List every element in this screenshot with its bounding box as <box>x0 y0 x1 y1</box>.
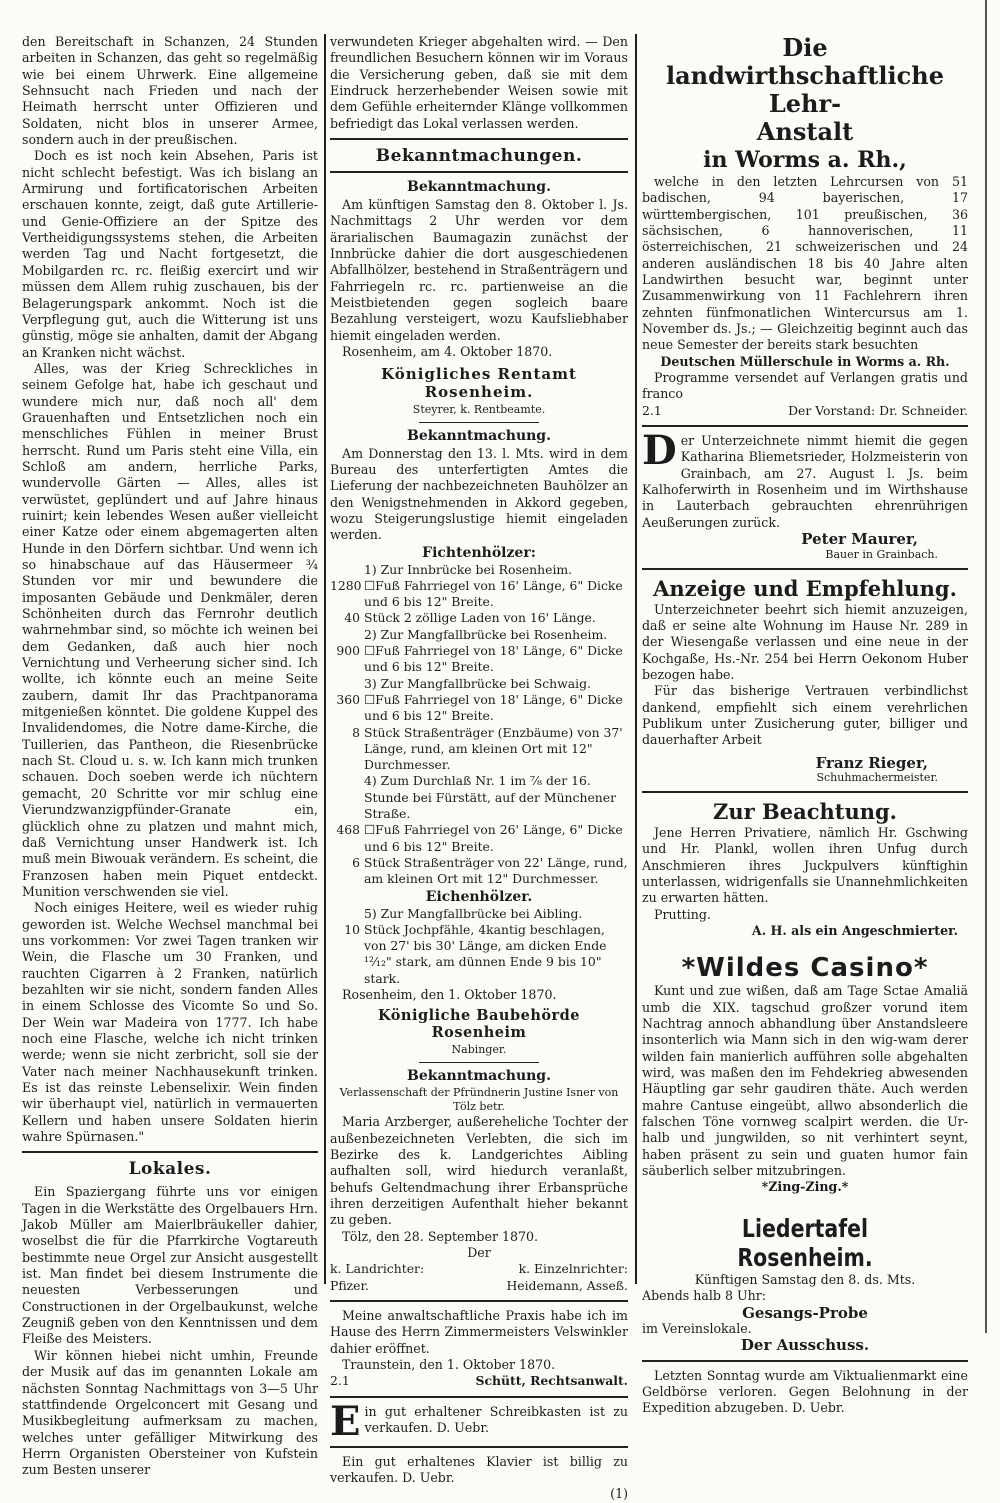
notice-date: Rosenheim, den 1. Oktober 1870. <box>342 986 557 1002</box>
lumber-quantity <box>330 906 364 922</box>
lumber-item <box>330 627 628 643</box>
ad-signature-role: Bauer in Grainbach. <box>825 547 938 561</box>
ad-text: im Vereinslokale. <box>642 1320 752 1336</box>
lumber-list <box>330 906 628 987</box>
ad-title-liedertafel: Liedertafel Rosenheim. <box>737 1213 873 1272</box>
notice-authority: Königliche Baubehörde Rosenheim <box>377 1007 581 1042</box>
ad-footer <box>642 403 968 419</box>
ad-signature: *Zing-Zing.* <box>761 1179 849 1195</box>
ad-number: (1) <box>610 1486 628 1502</box>
lumber-quantity: 360 <box>336 691 360 707</box>
lumber-description: 5) Zur Mangfallbrücke bei Aibling. <box>364 905 583 921</box>
notice-signatures-names <box>330 1278 628 1294</box>
column-rule-1 <box>324 34 326 1284</box>
ad-text: Programme versendet auf Verlangen gratis und franco <box>642 370 968 402</box>
section-divider <box>642 425 968 427</box>
article-paragraph: Ein Spaziergang führte uns vor einigen Tagen in die Werkstätte des Orgelbauers Hrn. Jakob Müller am Maierlbräukeller dahier, woselbst die für die Pfarrkirche Vogtareuth bestimmte neue Orgel zur Ansicht ausgestellt ist. Man findet bei diesem Instrumente die neuesten Verbesserungen und Constructionen in der Orgelbaukunst, welche Zeugniß geben von den Kenntnissen und dem Fleiße des Meisters. <box>22 1184 318 1347</box>
notice-divider <box>419 1062 538 1063</box>
notice-signature: Steyrer, k. Rentbeamte. <box>412 402 546 416</box>
section-divider <box>642 1360 968 1362</box>
lumber-quantity <box>330 676 364 692</box>
notice-divider <box>419 422 538 423</box>
ad-text: Letzten Sonntag wurde am Viktualienmarkt eine Geldbörse verloren. Gegen Belohnung in der Expedition abzugeben. D. Uebr. <box>642 1367 968 1416</box>
lumber-item <box>330 922 628 987</box>
article-paragraph: verwundeten Krieger abgehalten wird. — Den freundlichen Besuchern können wir im Voraus die Versicherung geben, daß sie mit dem Eindruck herzerhebender Weisen sowie mit dem Gefühle erheiternder Klänge vollkommen befriedigt das Lokal verlassen werden. <box>330 34 628 131</box>
lumber-description: Stück Jochpfähle, 4kantig beschlagen, von 27' bis 30' Länge, am dicken Ende ¹²⁄₁₂" stark, am dünnen Ende 9 bis 10" stark. <box>364 921 607 986</box>
lumber-quantity <box>330 562 364 578</box>
lumber-description: 4) Zum Durchlaß Nr. 1 im ⅞ der 16. Stunde bei Fürstätt, auf der Münchener Straße. <box>364 773 617 822</box>
notice-footer <box>330 1373 628 1389</box>
ad-signature: Peter Maurer, <box>801 530 918 549</box>
lumber-item <box>330 692 628 725</box>
lumber-quantity <box>330 627 364 643</box>
column-rule-2 <box>635 34 637 1284</box>
ad-signature: Der Ausschuss. <box>740 1336 870 1355</box>
notice-date: Traunstein, den 1. Oktober 1870. <box>342 1357 556 1373</box>
ad-text: er Unterzeichnete nimmt hiemit die gegen Katharina Bliemetsrieder, Holzmeisterin von Grainbach, am 27. August l. Js. beim Kalhoferwirth in Rosenheim und im Wirthshause in Lauterbach gebrauchten ehrenrührigen Aeußerungen zurück. <box>642 433 968 530</box>
notice-authority: Königliches Rentamt Rosenheim. <box>381 364 577 401</box>
ad-text: Abends halb 8 Uhr: <box>642 1288 766 1304</box>
article-paragraph: Noch einiges Heitere, weil es wieder ruhig geworden ist. Welche Wechsel manchmal bei uns vorkommen: Vor zwei Tagen tranken wir Wein, die Flasche um 30 Franken, und rauchten Cigarren à 2 Franken, natürlich bezahlten wir sie nicht, sondern fanden Alles in einem Schlosse des Vicomte So und So. Der Wein war Madeira von 1777. Ich habe noch eine Flasche, welche ich nicht trinken werde; wenn sie nicht zerbricht, soll sie der Vater nach meiner Nachhausekunft trinken. Es ist das reinste Lebenselixir. Wein finden wir überhaupt viel, natürlich in vermauerten Kellern und haben unsere Soldaten hierin wahre Spürnasen." <box>22 900 318 1145</box>
ad-signature: A. H. als ein Angeschmierter. <box>751 923 958 939</box>
article-paragraph: Doch es ist noch kein Absehen, Paris ist nicht schlecht befestigt. Was ich bislang an Armirung und fortificatorischen Arbeiten erschauen konnte, zeigt, daß gute Artillerie- und Genie-Offiziere an der Spitze des Vertheidigungssystems stehen, die Arbeiten werden Tag und Nacht fortgesetzt, die Mobilgarden rc. rc. fleißig exercirt und wir müssen dem Allem ruhig zuschauen, bis der Belagerungspark ankommt. Noch ist die Verpflegung gut, auch die Witterung ist uns günstig, möge sie anhalten, damit der Abgang an Kranken nicht wächst. <box>22 148 318 360</box>
article-paragraph: Alles, was der Krieg Schreckliches in seinem Gefolge hat, habe ich geschaut und wundere mich nur, daß noch all' dem Grauenhaften und Entsetzlichen noch ein menschliches Fühlen in meiner Brust herrscht. Rund um Paris steht eine Villa, ein Schloß am andern, herrliche Parks, wundervolle Gärten — Alles, alles ist verwüstet, geplündert und auf Jahre hinaus ruinirt; kein lebendes Wesen außer vielleicht einer Katze oder einem abgemagerten alten Hunde in den Dörfern sichtbar. Und wenn ich so hinabschaue auf das Häusermeer ¾ Stunden vor mir und bewundere die imposanten Gebäude und Denkmäler, deren Schönheiten durch das Fernrohr deutlich wahrnehmbar sind, so möchte ich weinen bei dem Gedanken, daß auch hier noch Vernichtung und Verheerung sicher sind. Ich wollte, ich könnte euch an meine Seite zaubern, damit Ihr das Prachtpanorama mitgenießen könntet. Die goldene Kuppel des Invalidendomes, die Notre dame-Kirche, die Tuillerien, das Pantheon, die Riesenbrücke nach St. Cloud u. s. w. Ich kann mich trunken schauen. Doch soeben werde ich nüchtern gemacht, 20 Schritte vor mir schlug eine Vierundzwanzigpfünder-Granate ein, glücklich ohne zu platzen und mahnt mich, daß Vernichtung unser Handwerk ist. Ich muß mein Biwouak verändern. Es scheint, die Franzosen haben mein Piquet entdeckt. Munition verschwenden sie viel. <box>22 360 318 899</box>
lumber-item <box>330 725 628 774</box>
column-2 <box>330 34 628 1503</box>
ad-event: Gesangs-Probe <box>742 1303 868 1322</box>
ad-title-line: Anstalt <box>756 117 854 146</box>
ad-title: Anzeige und Empfehlung. <box>653 575 957 601</box>
lumber-description: ☐Fuß Fahrriegel von 26' Länge, 6" Dicke und 6 bis 12" Breite. <box>364 822 623 854</box>
lumber-description: ☐Fuß Fahrriegel von 18' Länge, 6" Dicke und 6 bis 12" Breite. <box>364 643 623 675</box>
lumber-quantity: 10 <box>344 921 360 937</box>
notice-text: Meine anwaltschaftliche Praxis habe ich im Hause des Herrn Zimmermeisters Velswinkler dahier eröffnet. <box>330 1308 628 1356</box>
notice-subtitle: Fichtenhölzer: <box>422 544 536 561</box>
lumber-quantity: 8 <box>352 724 360 740</box>
lumber-description: Stück Straßenträger (Enzbäume) von 37' Länge, rund, am kleinen Ort mit 12" Durchmesser. <box>364 724 623 773</box>
signature-name-right: Heidemann, Asseß. <box>506 1277 628 1293</box>
lumber-item <box>330 562 628 578</box>
notice-title: Bekanntmachung. <box>407 179 551 196</box>
ad-text: Für das bisherige Vertrauen verbindlichst dankend, empfiehlt sich einem verehrlichen Publikum unter Zusicherung guter, billiger und dauerhafter Arbeit <box>642 683 968 748</box>
notice-date: Tölz, den 28. September 1870. <box>342 1228 539 1244</box>
section-divider <box>330 138 628 140</box>
drop-cap: E <box>330 1397 361 1445</box>
lumber-description: 1) Zur Innbrücke bei Rosenheim. <box>364 561 573 577</box>
ad-retraction <box>642 427 968 531</box>
lumber-quantity: 900 <box>336 643 360 659</box>
ad-text: welche in den letzten Lehrcursen von 51 badischen, 94 bayerischen, 17 württembergischen, 101 preußischen, 36 sächsischen, 6 hannoverischen, 11 österreichischen, 21 schweizerischen und 24 anderen ausländischen 18 bis 40 Jahre alten Landwirthen besucht war, beginnt unter Zusammenwirkung von 11 Fachlehrern ihren zehnten fünfmonatlichen Wintercursus am 1. November ds. Js.; — Gleichzeitig beginnt auch das neue Semester der bereits stark besuchten <box>642 174 968 353</box>
section-divider <box>330 1446 628 1448</box>
lumber-item <box>330 822 628 855</box>
notice-signature: Schütt, Rechtsanwalt. <box>475 1373 628 1389</box>
lumber-description: 3) Zur Mangfallbrücke bei Schwaig. <box>364 675 591 691</box>
ad-text: Ein gut erhaltenes Klavier ist billig zu verkaufen. D. Uebr. <box>330 1453 628 1486</box>
ad-text: in gut erhaltener Schreibkasten ist zu verkaufen. D. Uebr. <box>364 1403 628 1436</box>
ad-text: Künftigen Samstag den 8. ds. Mts. <box>694 1271 916 1287</box>
page-edge-line <box>985 0 987 1333</box>
lumber-quantity: 40 <box>344 610 360 626</box>
lumber-description: Stück Straßenträger von 22' Länge, rund, am kleinen Ort mit 12" Durchmesser. <box>364 854 628 887</box>
section-title-bekanntmachungen: Bekanntmachungen. <box>375 146 583 167</box>
ad-title-line: in Worms a. Rh., <box>703 147 907 173</box>
lumber-quantity: 468 <box>336 822 360 838</box>
ad-signature: Franz Rieger, <box>815 753 928 772</box>
newspaper-page <box>22 33 968 1502</box>
lumber-description: ☐Fuß Fahrriegel von 16' Länge, 6" Dicke und 6 bis 12" Breite. <box>364 577 623 610</box>
lumber-quantity: 1280 <box>330 577 362 593</box>
ad-text: Unterzeichneter beehrt sich hiemit anzuzeigen, daß er seine alte Wohnung im Hause Nr. 289 in der Wiesengaße verlassen und eine neue in der Kochgaße, Hs.-Nr. 254 bei Herrn Oekonom Huber bezogen habe. <box>642 601 968 682</box>
lumber-description: ☐Fuß Fahrriegel von 18' Länge, 6" Dicke und 6 bis 12" Breite. <box>364 691 623 724</box>
notice-text: Am künftigen Samstag den 8. Oktober l. Js. Nachmittags 2 Uhr werden vor dem ärarialischen Baumagazin zunächst der Innbrücke dahier die dort ausgeschiedenen Abfallhölzer, bestehend in Straßenträgern und Fahrriegeln rc. rc. partienweise an die Meistbietenden gegen sogleich baare Bezahlung versteigert, wozu Kaufsliebhaber hiemit eingeladen werden. <box>330 197 628 343</box>
ad-signature: Der Vorstand: Dr. Schneider. <box>788 402 968 418</box>
notice-subject: Verlassenschaft der Pfründnerin Justine Isner von Tölz betr. <box>339 1086 619 1114</box>
notice-signature: Nabinger. <box>451 1043 507 1057</box>
notice-signatures-roles <box>330 1261 628 1277</box>
section-divider <box>642 568 968 570</box>
ad-school-name: Deutschen Müllerschule in Worms a. Rh. <box>660 353 950 369</box>
column-3 <box>642 34 968 1417</box>
ad-number: 2.1 <box>642 402 662 418</box>
ad-title: Zur Beachtung. <box>713 798 897 824</box>
signature-role-left: k. Landrichter: <box>330 1261 425 1277</box>
ad-title-line: Die landwirthschaftliche Lehr- <box>666 33 944 118</box>
notice-title: Bekanntmachung. <box>407 1068 551 1085</box>
lumber-item <box>330 643 628 676</box>
ad-signature-role: Schuhmachermeister. <box>816 770 938 784</box>
ad-text: Jene Herren Privatiere, nämlich Hr. Gschwing und Hr. Plankl, wollen ihren Unfug durch Anschmieren ihres Juckpulvers künftighin unterlassen, widrigenfalls sie Unannehmlichkeiten zu erwarten hätten. <box>642 824 968 906</box>
lumber-item <box>330 855 628 888</box>
section-divider <box>22 1151 318 1153</box>
signature-role-right: k. Einzelnrichter: <box>518 1261 628 1277</box>
lumber-quantity: 6 <box>352 854 360 870</box>
lumber-list <box>330 562 628 888</box>
section-title-lokales: Lokales. <box>128 1159 212 1180</box>
drop-cap: D <box>642 427 677 475</box>
lumber-description: Stück 2 zöllige Laden von 16' Länge. <box>364 610 596 626</box>
lumber-quantity <box>330 773 364 822</box>
section-divider <box>330 1396 628 1398</box>
lumber-item <box>330 578 628 611</box>
lumber-item <box>330 610 628 626</box>
signature-name-left: Pfizer. <box>330 1277 369 1293</box>
notice-text: Maria Arzberger, außereheliche Tochter der außenbezeichneten Verlebten, die sich im Bezirke des k. Landgerichtes Aibling aufhalten soll, wird hiedurch veranlaßt, behufs Geltendmachung ihrer Erbansprüche ihren derzeitigen Aufenthalt hieher bekannt zu geben. <box>330 1114 628 1228</box>
column-1 <box>22 34 318 1479</box>
section-divider <box>330 1300 628 1302</box>
lumber-item <box>330 906 628 922</box>
ad-title-casino: *Wildes Casino* <box>681 953 929 984</box>
section-divider <box>642 791 968 793</box>
notice-text: Am Donnerstag den 13. l. Mts. wird in dem Bureau des unterfertigten Amtes die Lieferung der nachbezeichneten Bauhölzer an den Wenigstnehmenden in Akkord gegeben, wozu Steigerungslustige hiemit eingeladen werden. <box>330 445 628 543</box>
lumber-item <box>330 773 628 822</box>
article-paragraph: den Bereitschaft in Schanzen, 24 Stunden arbeiten in Schanzen, das geht so regelmäßig wie bei einem Uhrwerk. Eine allgemeine Sehnsucht nach Frieden und nach der Heimath herrscht unter Offizieren und Soldaten, nicht blos in unserer Armee, sondern auch in der preußischen. <box>22 34 318 148</box>
notice-number: 2.1 <box>330 1373 350 1389</box>
ad-place: Prutting. <box>654 906 711 922</box>
lumber-description: 2) Zur Mangfallbrücke bei Rosenheim. <box>364 626 608 642</box>
notice-date: Rosenheim, am 4. Oktober 1870. <box>342 344 553 360</box>
notice-title: Bekanntmachung. <box>407 427 551 444</box>
article-paragraph: Wir können hiebei nicht umhin, Freunde der Musik auf das im genannten Lokale am nächsten Sonntag Nachmittags von 3—5 Uhr stattfindende Orgelconcert mit Gesang und Musikbegleitung aufmerksam zu machen, welches unter gefälliger Mitwirkung des Herrn Organisten Obersteiner von Kufstein zum Besten unserer <box>22 1347 318 1478</box>
section-divider <box>330 171 628 173</box>
lumber-item <box>330 676 628 692</box>
ad-text: Kunt und zue wißen, daß am Tage Sctae Amaliä umb die XIX. tagschud großzer vorund item Nachtrag annoch abhandlung über Anstandsleere insonterlich wia Mann sich in den wig-wam derer wilden fain manierlich aufführen solle abgehalten wird, was maßen den im Fehdekrieg abwesenden Häuptling gar sehr gaudiren thäte. Auch werden mahre Cantuse eingeübt, allwo absonderlich die falschen Töne vornweg scalpirt werden. die Ur- halb und jungwilden, so nit verhintert seynt, haben präsent zu sein und guaten humor fain säuberlich selber mitzubringen. <box>642 983 968 1179</box>
ad-schreibkasten <box>330 1397 628 1445</box>
notice-subtitle: Eichenhölzer. <box>425 888 533 905</box>
notice-der: Der <box>467 1245 491 1261</box>
